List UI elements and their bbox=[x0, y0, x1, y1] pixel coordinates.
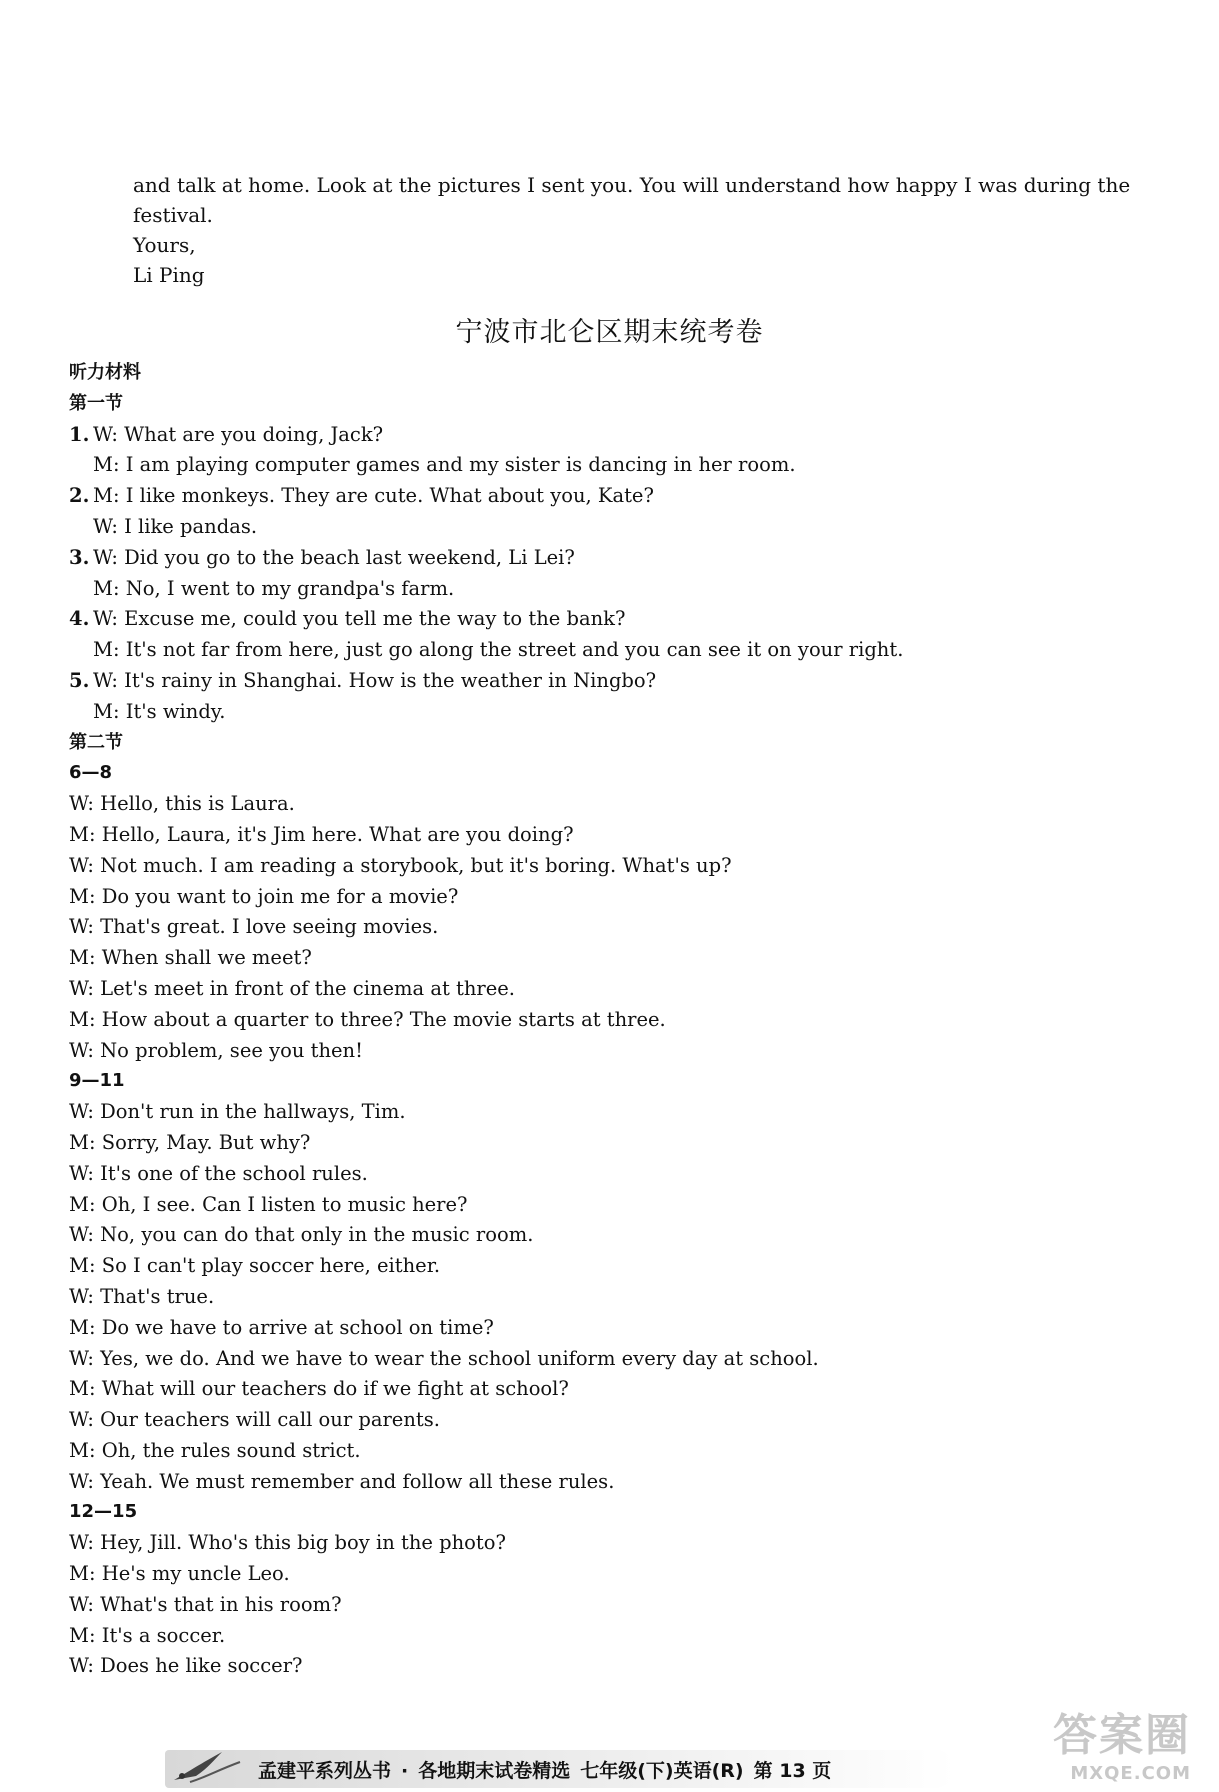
dialogue-line: M: Oh, I see. Can I listen to music here? bbox=[69, 1192, 468, 1216]
dialogue-line: W: That's great. I love seeing movies. bbox=[69, 915, 439, 939]
exam-title: 宁波市北仑区期末统考卷 bbox=[455, 317, 764, 348]
dialogue-line: M: Do you want to join me for a movie? bbox=[69, 884, 459, 908]
dialogue-line: M: It's not far from here, just go along the street and you can see it on your right. bbox=[93, 638, 904, 662]
dialogue-line: W: Our teachers will call our parents. bbox=[69, 1408, 440, 1432]
question-number: 5. bbox=[69, 668, 90, 692]
letter-ending bbox=[133, 170, 1131, 290]
dialogue-line: W: What are you doing, Jack? bbox=[93, 422, 384, 446]
series-name: 孟建平系列丛书 bbox=[258, 1760, 392, 1782]
question-number: 1. bbox=[69, 422, 90, 446]
separator-dot: · bbox=[401, 1760, 409, 1782]
letter-line: and talk at home. Look at the pictures I sent you. You will understand how happy I was during the bbox=[133, 173, 1131, 197]
dialogue-line: W: Let's meet in front of the cinema at three. bbox=[69, 976, 515, 1000]
dialogue-line: M: Sorry, May. But why? bbox=[69, 1130, 311, 1154]
part-heading: 第二节 bbox=[69, 731, 123, 753]
dialogue-line: W: It's rainy in Shanghai. How is the weather in Ningbo? bbox=[93, 668, 657, 692]
letter-line: festival. bbox=[133, 203, 213, 227]
footer-text bbox=[258, 1756, 841, 1783]
part-heading: 第一节 bbox=[69, 392, 123, 414]
grade-subject: 七年级(下)英语(R) bbox=[580, 1760, 744, 1782]
question-line bbox=[69, 666, 1169, 697]
dialogue-line: M: He's my uncle Leo. bbox=[69, 1562, 290, 1586]
dialogue-line: W: Not much. I am reading a storybook, but it's boring. What's up? bbox=[69, 853, 732, 877]
dialogue-line: M: Do we have to arrive at school on time? bbox=[69, 1315, 494, 1339]
dialogue-line: W: No, you can do that only in the music room. bbox=[69, 1223, 534, 1247]
dialogue-line: W: It's one of the school rules. bbox=[69, 1161, 368, 1185]
dialogue-line: M: So I can't play soccer here, either. bbox=[69, 1254, 441, 1278]
watermark bbox=[1053, 1699, 1191, 1784]
dialogue-line: W: Yes, we do. And we have to wear the school uniform every day at school. bbox=[69, 1346, 819, 1370]
dialogue-line: M: Hello, Laura, it's Jim here. What are you doing? bbox=[69, 822, 574, 846]
dialogue-line: M: It's windy. bbox=[93, 699, 226, 723]
dialogue-line: M: Oh, the rules sound strict. bbox=[69, 1438, 361, 1462]
question-number: 4. bbox=[69, 607, 90, 631]
dialogue-line: M: What will our teachers do if we fight at school? bbox=[69, 1377, 569, 1401]
section-heading: 听力材料 bbox=[69, 362, 141, 383]
question-number: 2. bbox=[69, 484, 90, 508]
dialogue-line: W: Does he like soccer? bbox=[69, 1654, 303, 1678]
dialogue-line: W: Don't run in the hallways, Tim. bbox=[69, 1100, 406, 1124]
dialogue-line: M: I am playing computer games and my sister is dancing in her room. bbox=[93, 453, 796, 477]
dialogue-line: W: Hello, this is Laura. bbox=[69, 792, 295, 816]
dialogue-line: M: No, I went to my grandpa's farm. bbox=[93, 576, 455, 600]
dialogue-line: W: That's true. bbox=[69, 1284, 215, 1308]
bird-logo-icon bbox=[170, 1742, 250, 1788]
question-line bbox=[69, 543, 1169, 574]
question-line bbox=[69, 604, 1169, 635]
dialogue-line: W: Yeah. We must remember and follow all these rules. bbox=[69, 1469, 615, 1493]
dialogue-line: W: What's that in his room? bbox=[69, 1592, 342, 1616]
question-number: 3. bbox=[69, 545, 90, 569]
group-label: 12—15 bbox=[69, 1501, 138, 1523]
dialogue-line: W: Hey, Jill. Who's this big boy in the photo? bbox=[69, 1531, 506, 1555]
dialogue-line: W: Did you go to the beach last weekend, Li Lei? bbox=[93, 545, 575, 569]
letter-closing: Yours, bbox=[133, 233, 196, 257]
dialogue-line: M: I like monkeys. They are cute. What about you, Kate? bbox=[93, 484, 654, 508]
dialogue-line: M: How about a quarter to three? The movie starts at three. bbox=[69, 1007, 666, 1031]
listening-material bbox=[69, 358, 1169, 1682]
question-line bbox=[69, 481, 1169, 512]
watermark-url: MXQE.COM bbox=[1070, 1763, 1191, 1784]
dialogue-line: W: I like pandas. bbox=[93, 514, 258, 538]
group-label: 6—8 bbox=[69, 762, 113, 784]
dialogue-line: M: It's a soccer. bbox=[69, 1623, 226, 1647]
question-line bbox=[69, 420, 1169, 451]
letter-signature: Li Ping bbox=[133, 263, 205, 287]
dialogue-line: W: Excuse me, could you tell me the way to the bank? bbox=[93, 607, 626, 631]
book-name: 各地期末试卷精选 bbox=[418, 1760, 571, 1782]
group-label: 9—11 bbox=[69, 1070, 125, 1092]
dialogue-line: M: When shall we meet? bbox=[69, 946, 312, 970]
watermark-logo: 答案圈 bbox=[1053, 1710, 1191, 1761]
dialogue-line: W: No problem, see you then! bbox=[69, 1038, 363, 1062]
page-number: 第 13 页 bbox=[753, 1760, 832, 1782]
